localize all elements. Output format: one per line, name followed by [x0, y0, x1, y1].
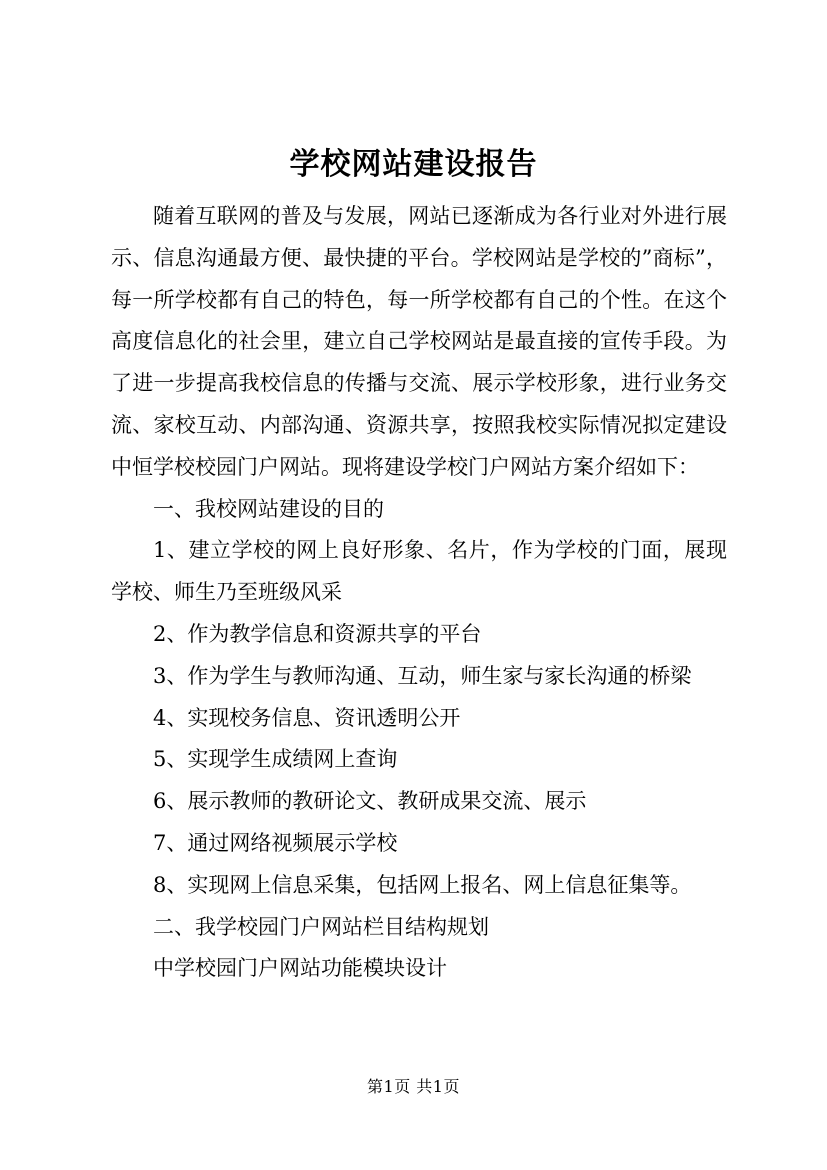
list-item: 3、作为学生与教师沟通、互动，师生家与家长沟通的桥梁	[153, 663, 692, 688]
list-item: 8、实现网上信息采集，包括网上报名、网上信息征集等。	[153, 872, 692, 897]
page-footer: 第1页 共1页	[367, 1077, 460, 1096]
section-heading-2: 二、我学校园门户网站栏目结构规划	[153, 914, 489, 939]
document-title: 学校网站建设报告	[289, 147, 538, 182]
list-item: 4、实现校务信息、资讯透明公开	[153, 705, 461, 730]
section-subheading: 中学校园门户网站功能模块设计	[153, 956, 447, 981]
list-item: 5、实现学生成绩网上查询	[153, 747, 398, 772]
list-item: 6、展示教师的教研论文、教研成果交流、展示	[153, 789, 587, 814]
list-item: 1、建立学校的网上良好形象、名片，作为学校的门面，展现学校、师生乃至班级风采	[111, 538, 727, 605]
section-heading-1: 一、我校网站建设的目的	[153, 496, 384, 521]
document-body	[111, 196, 727, 990]
list-item: 7、通过网络视频展示学校	[153, 830, 398, 855]
list-item: 2、作为教学信息和资源共享的平台	[153, 621, 482, 646]
intro-paragraph: 随着互联网的普及与发展，网站已逐渐成为各行业对外进行展示、信息沟通最方便、最快捷的平台。学校网站是学校的”商标”，每一所学校都有自己的特色，每一所学校都有自己的个性。在这个高度信息化的社会里，建立自己学校网站是最直接的宣传手段。为了进一步提高我校信息的传播与交流、展示学校形象，进行业务交流、家校互动、内部沟通、资源共享，按照我校实际情况拟定建设中恒学校校园门户网站。现将建设学校门户网站方案介绍如下：	[111, 204, 727, 479]
